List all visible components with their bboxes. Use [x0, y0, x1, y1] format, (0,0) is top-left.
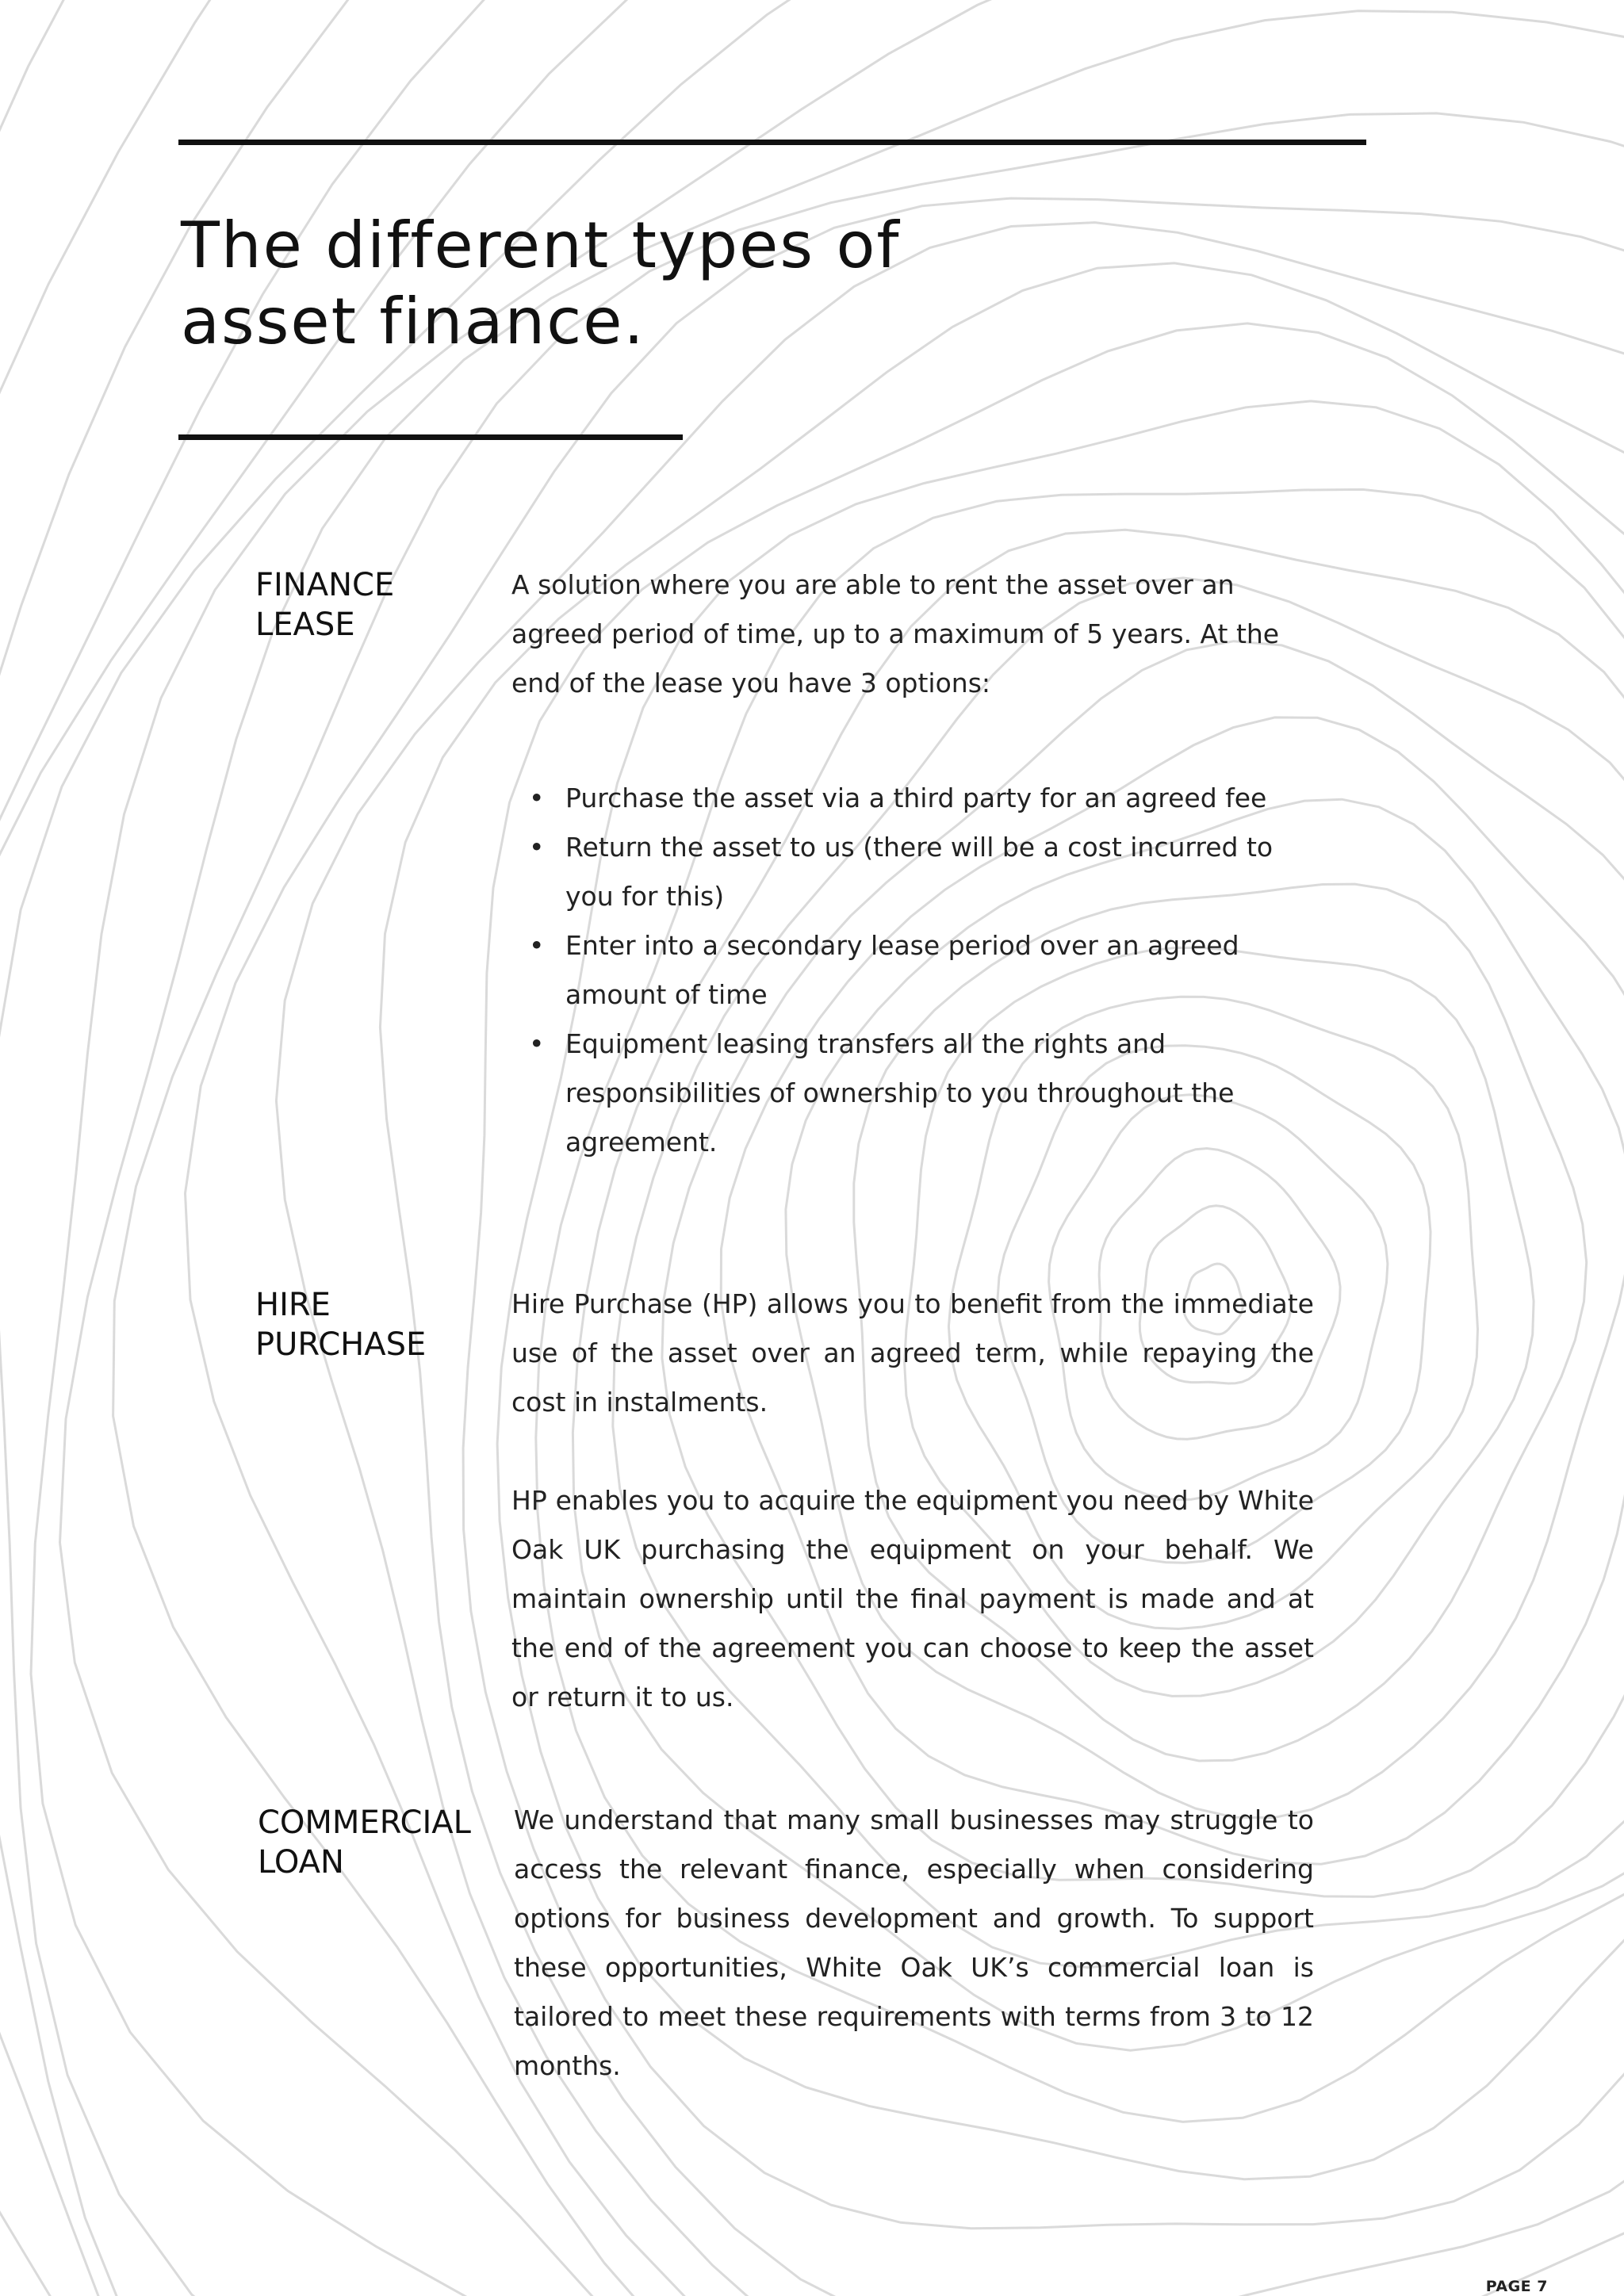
- list-item: [511, 774, 1304, 823]
- bullet-icon: •: [529, 783, 545, 813]
- finance-lease-heading-line-2: LEASE: [255, 607, 355, 643]
- list-item-text: Enter into a secondary lease period over an agreed amount of time: [565, 930, 1239, 1010]
- list-item: [511, 823, 1304, 921]
- title-underline-rule: [178, 434, 683, 440]
- hire-purchase-paragraph-2: HP enables you to acquire the equipment you need by White Oak UK purchasing the equipment on your behalf. We maintain ownership until the final payment is made and at the end of the agreement you can choose to keep the asset or return it to us.: [511, 1485, 1314, 1712]
- finance-lease-options-list: [511, 774, 1304, 1167]
- bullet-icon: •: [529, 930, 545, 961]
- commercial-loan-heading-line-2: LOAN: [258, 1844, 344, 1881]
- list-item-text: Purchase the asset via a third party for an agreed fee: [565, 783, 1267, 813]
- list-item-text: Return the asset to us (there will be a cost incurred to you for this): [565, 832, 1274, 912]
- list-item-text: Equipment leasing transfers all the rights and responsibilities of ownership to you throughout the agreement.: [565, 1028, 1235, 1158]
- list-item: [511, 921, 1304, 1020]
- bullet-icon: •: [529, 1028, 545, 1059]
- commercial-loan-heading: [258, 1803, 496, 1882]
- hire-purchase-heading-line-2: PURCHASE: [255, 1326, 427, 1363]
- finance-lease-heading: [255, 565, 493, 645]
- page-title-line-1: The different types of: [181, 209, 901, 282]
- finance-lease-heading-line-1: FINANCE: [255, 567, 395, 603]
- bullet-icon: •: [529, 832, 545, 863]
- finance-lease-intro: A solution where you are able to rent the asset over an agreed period of time, up to a maximum of 5 years. At the end of the lease you have 3 options:: [511, 569, 1280, 698]
- hire-purchase-heading: [255, 1285, 493, 1364]
- commercial-loan-heading-line-1: COMMERCIAL: [258, 1804, 471, 1841]
- commercial-loan-paragraph: We understand that many small businesses may struggle to access the relevant finance, especially when considering options for business development and growth. To support these opportunities, White Oak UK’s commercial loan is tailored to meet these requirements with terms from 3 to 12 months.: [514, 1804, 1314, 2081]
- page-title-line-2: asset finance.: [181, 285, 645, 358]
- page-title: [181, 208, 1053, 360]
- top-divider-rule: [178, 140, 1366, 145]
- list-item: [511, 1020, 1304, 1167]
- hire-purchase-paragraph-1: Hire Purchase (HP) allows you to benefit from the immediate use of the asset over an agreed term, while repaying the cost in instalments.: [511, 1288, 1314, 1418]
- hire-purchase-heading-line-1: HIRE: [255, 1287, 331, 1323]
- page-number: PAGE 7: [1485, 2278, 1548, 2295]
